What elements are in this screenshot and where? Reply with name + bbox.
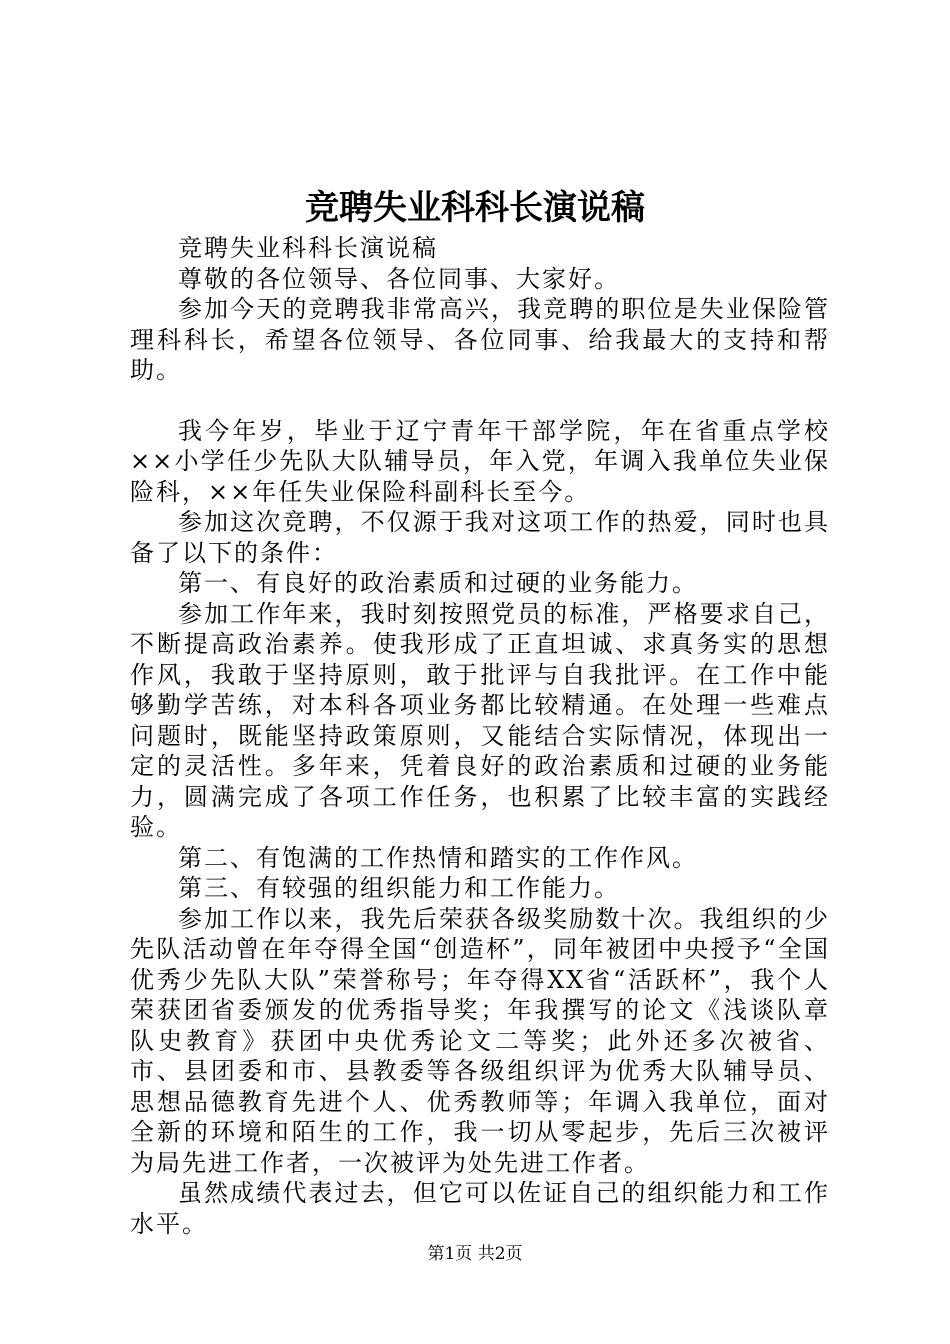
paragraph-point-three-detail: 参加工作以来，我先后荣获各级奖励数十次。我组织的少先队活动曾在年夺得全国“创造杯”，同年被团中央授予“全国优秀少先队大队”荣誉称号；年夺得XX省“活跃杯”，我个人荣获团省委颁发的优秀指导奖；年我撰写的论文《浅谈队章队史教育》获团中央优秀论文二等奖；此外还多次被省、市、县团委和市、县教委等各级组织评为优秀大队辅导员、思想品德教育先进个人、优秀教师等；年调入我单位，面对全新的环境和陌生的工作，我一切从零起步，先后三次被评为局先进工作者，一次被评为处先进工作者。 — [130, 904, 830, 1177]
paragraph-conditions: 参加这次竞聘，不仅源于我对这项工作的热爱，同时也具备了以下的条件： — [130, 508, 830, 567]
paragraph-background: 我今年岁，毕业于辽宁青年干部学院，年在省重点学校××小学任少先队大队辅导员，年入党，年调入我单位失业保险科，××年任失业保险科副科长至今。 — [130, 416, 830, 506]
paragraph-greeting: 尊敬的各位领导、各位同事、大家好。 — [178, 264, 620, 293]
paragraph-point-one: 第一、有良好的政治素质和过硬的业务能力。 — [178, 569, 698, 597]
document-title: 竞聘失业科科长演说稿 — [305, 188, 645, 228]
paragraph-subtitle: 竞聘失业科科长演说稿 — [178, 234, 438, 262]
paragraph-point-three: 第三、有较强的组织能力和工作能力。 — [178, 874, 620, 902]
document-body — [130, 233, 830, 1239]
paragraph-intro: 参加今天的竞聘我非常高兴，我竞聘的职位是失业保险管理科科长，希望各位领导、各位同事、给我最大的支持和帮助。 — [130, 295, 830, 384]
paragraph-point-one-detail: 参加工作年来，我时刻按照党员的标准，严格要求自己，不断提高政治素养。使我形成了正直坦诚、求真务实的思想作风，我敢于坚持原则，敢于批评与自我批评。在工作中能够勤学苦练，对本科各项业务都比较精通。在处理一些难点问题时，既能坚持政策原则，又能结合实际情况，体现出一定的灵活性。多年来，凭着良好的政治素质和过硬的业务能力，圆满完成了各项工作任务，也积累了比较丰富的实践经验。 — [130, 599, 830, 841]
paragraph-point-two: 第二、有饱满的工作热情和踏实的工作作风。 — [178, 843, 698, 872]
paragraph-closing: 虽然成绩代表过去，但它可以佐证自己的组织能力和工作水平。 — [130, 1179, 830, 1238]
page-indicator: 第1页 共2页 — [427, 1244, 523, 1264]
